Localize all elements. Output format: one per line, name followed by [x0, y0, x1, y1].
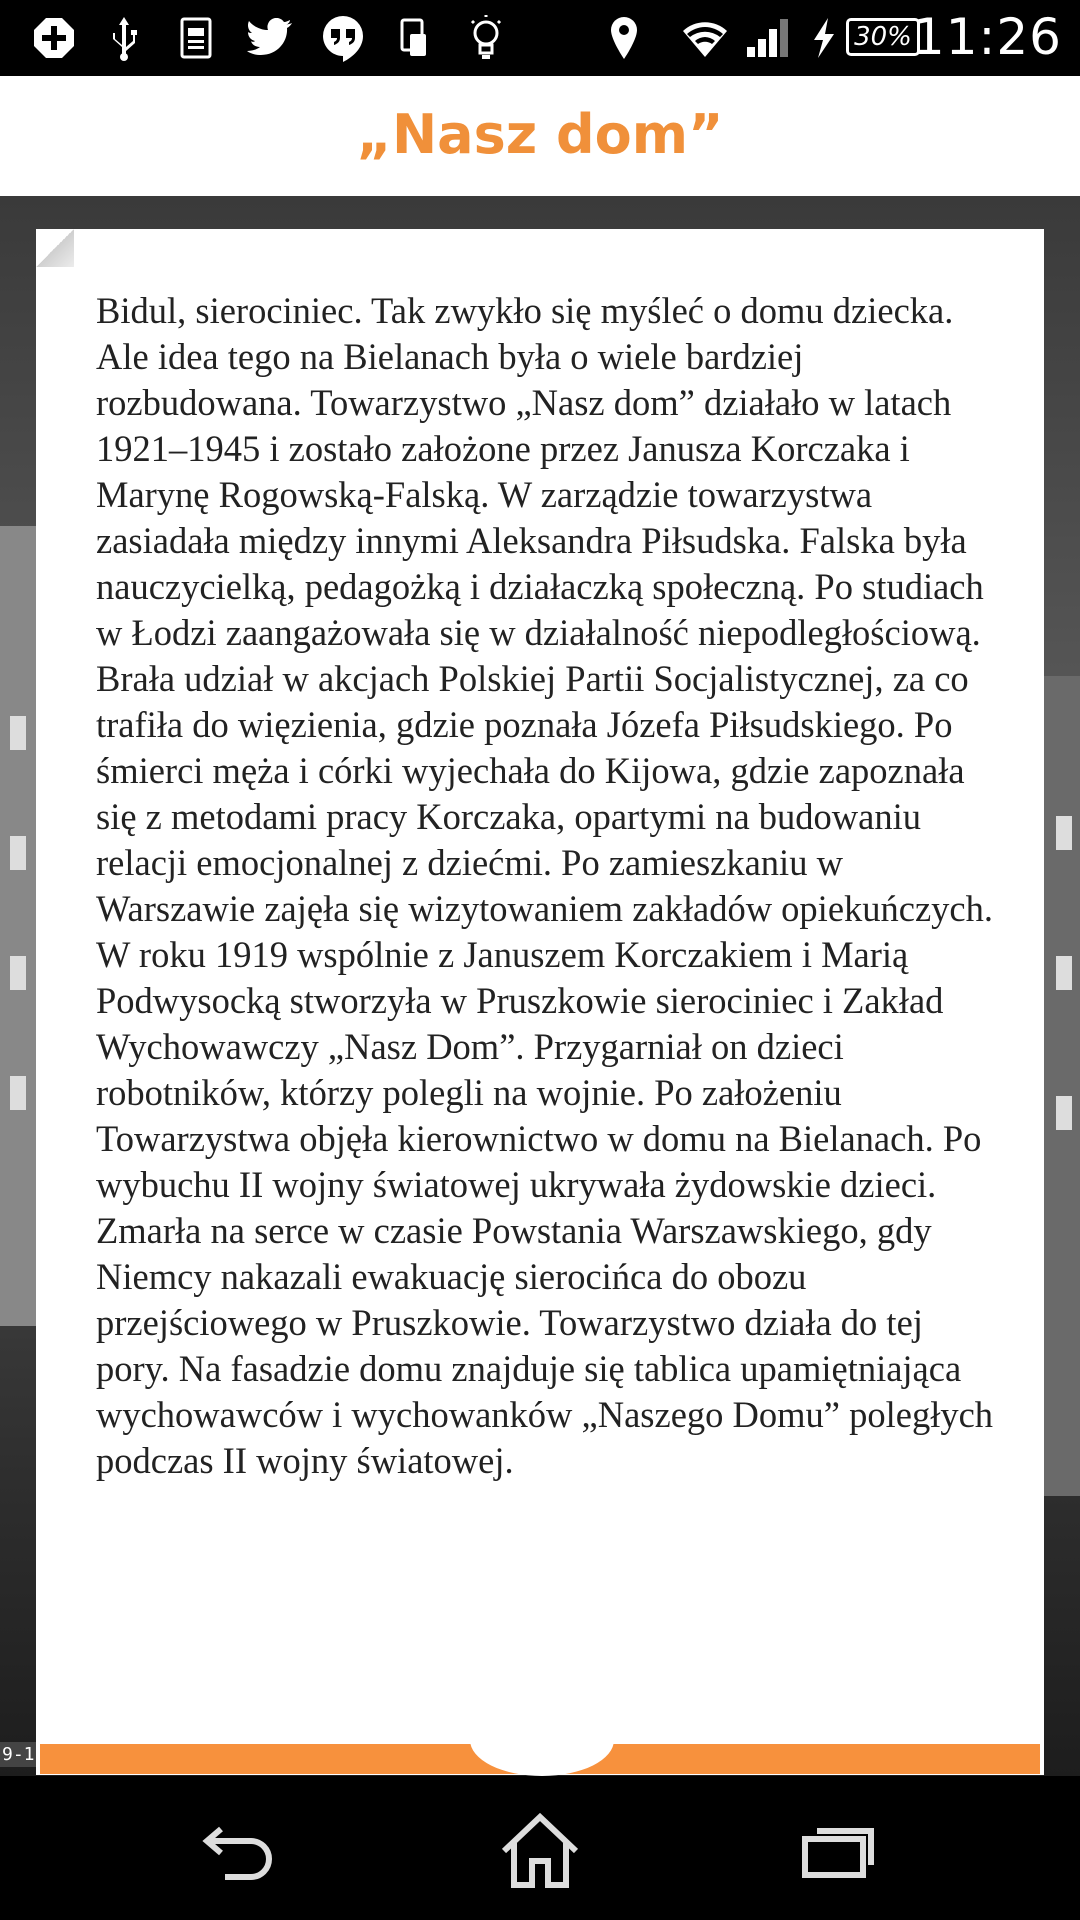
clock: 11:26 [912, 8, 1062, 66]
hangouts-icon [318, 14, 368, 62]
home-button[interactable] [485, 1806, 595, 1896]
home-icon [499, 1813, 581, 1889]
usb-icon [104, 14, 144, 62]
wifi-icon [680, 14, 730, 62]
navigation-bar [0, 1776, 1080, 1920]
photo-caption-fragment: 9-1 [2, 1744, 35, 1765]
device-icon [398, 14, 430, 62]
bulb-icon [468, 14, 504, 62]
battery-percent: 30% [854, 22, 912, 52]
battery-icon [846, 18, 920, 56]
charging-icon [808, 14, 838, 62]
sim-card-icon [176, 14, 216, 62]
page-corner-fold [36, 229, 74, 267]
location-pin-icon [606, 14, 642, 62]
twitter-icon [244, 14, 296, 62]
app-header [0, 76, 1080, 196]
recent-apps-button[interactable] [784, 1806, 894, 1896]
signal-icon [744, 14, 792, 62]
plus-icon [30, 14, 78, 62]
back-icon [201, 1821, 281, 1881]
back-button[interactable] [186, 1806, 296, 1896]
article-text: Bidul, sierociniec. Tak zwykło się myśleć o domu dziecka. Ale idea tego na Bielanach była o wiele bardziej rozbudowana. Towarzystwo „Nasz dom” działało w latach 1921–1945 i zostało założone przez Janusza Korczaka i Marynę Rogowską-Falską. W zarządzie towarzystwa zasiadała między innymi Aleksandra Piłsudska. Falska była nauczycielką, pedagożką i działaczką społeczną. Po studiach w Łodzi zaangażowała się w działalność niepodległościową. Brała udział w akcjach Polskiej Partii Socjalistycznej, za co trafiła do więzienia, gdzie poznała Józefa Piłsudskiego. Po śmierci męża i córki wyjechała do Kijowa, gdzie zapoznała się z metodami pracy Korczaka, opartymi na budowaniu relacji emocjonalnej z dziećmi. Po zamieszkaniu w Warszawie zajęła się wizytowaniem zakładów opiekuńczych. W roku 1919 wspólnie z Januszem Korczakiem i Marią Podwysocką stworzyła w Pruszkowie sierociniec i Zakład Wychowawczy „Nasz Dom”. Przygarniał on dzieci robotników, którzy polegli na wojnie. Po założeniu Towarzystwa objęła kierownictwo w domu na Bielanach. Po wybuchu II wojny światowej ukrywała żydowskie dzieci. Zmarła na serce w czasie Powstania Warszawskiego, gdy Niemcy nakazali ewakuację sierocińca do obozu przejściowego w Pruszkowie. Towarzystwo działa do tej pory. Na fasadzie domu znajduje się tablica upamiętniająca wychowawców i wychowanków „Naszego Domu” poległych podczas II wojny światowej. [96, 290, 994, 1481]
page-title: „Nasz dom” [356, 103, 724, 166]
status-bar [0, 0, 1080, 76]
recent-apps-icon [801, 1821, 877, 1881]
